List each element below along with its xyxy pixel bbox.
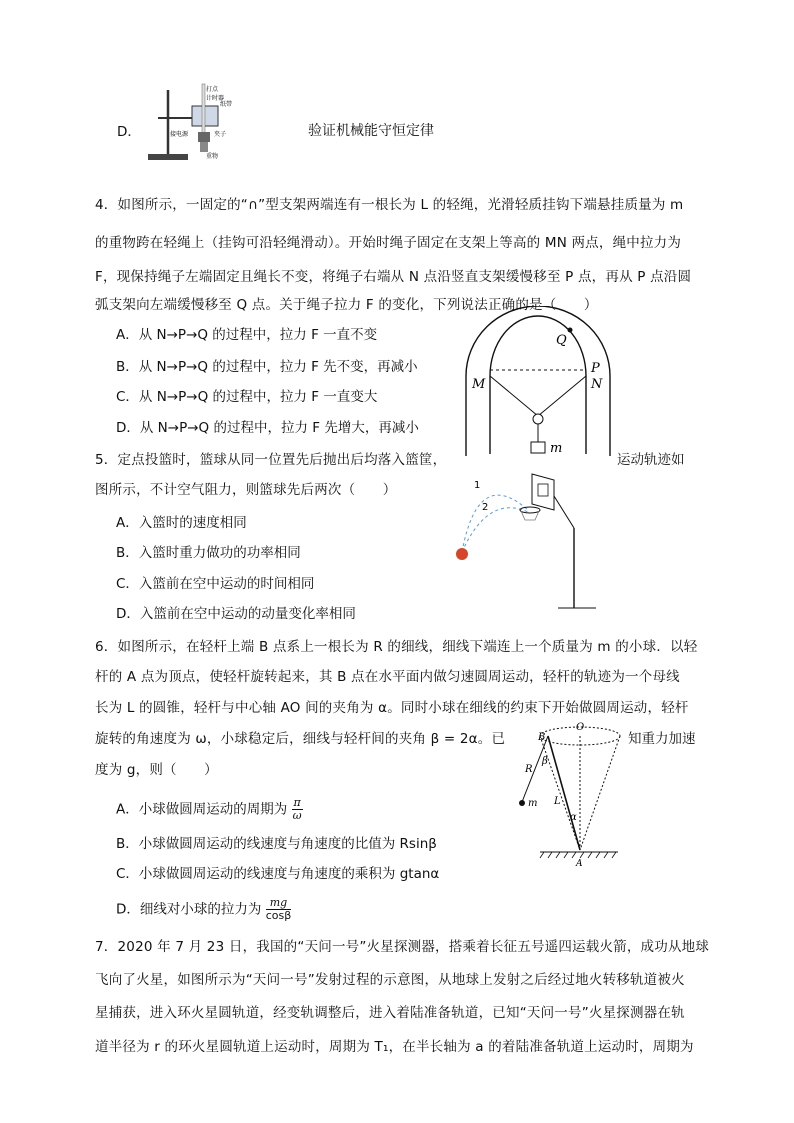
point-q <box>568 328 573 333</box>
label-q: Q <box>556 333 567 348</box>
q4-text-line: 4．如图所示，一固定的“∩”型支架两端连有一根长为 L 的轻绳，光滑轻质挂钩下端悬挂质量为 m <box>95 197 684 213</box>
label-alpha: α <box>570 812 577 823</box>
ball <box>519 800 525 806</box>
q4-option-d: D．从 N→P→Q 的过程中，拉力 F 先增大，再减小 <box>116 420 419 436</box>
label-r: R <box>525 764 533 775</box>
q6-text-line: 旋转的角速度为 ω，小球稳定后，细线与轻杆间的夹角 β = 2α。已 <box>95 731 506 747</box>
label-m: m <box>528 798 538 809</box>
q5-text-line: 5．定点投篮时，篮球从同一位置先后抛出后均落入篮筐， <box>95 452 447 468</box>
q3-option-d-label: D． <box>117 124 141 140</box>
fig-label: 接电源 <box>170 131 189 138</box>
label-m: M <box>472 377 486 392</box>
q4-text-line: F，现保持绳子左端固定且绳长不变，将绳子右端从 N 点沿竖直支架缓慢移至 P 点，再从 P 点沿圆 <box>95 269 692 285</box>
q7-text-line: 飞向了火星，如图所示为“天问一号”发射过程的示意图，从地球上发射之后经过地火转移轨道被火 <box>95 972 685 988</box>
fig-label: 夹子 <box>214 131 227 138</box>
rope-left <box>490 376 538 416</box>
q7-text-line: 道半径为 r 的环火星圆轨道上运动时，周期为 T₁，在半长轴为 a 的着陆准备轨道上运动时，周期为 <box>95 1039 694 1055</box>
q6-text-line: 长为 L 的圆锥，轻杆与中心轴 AO 间的夹角为 α。同时小球在细线的约束下开始做圆周运动，轻杆 <box>95 700 689 716</box>
label-beta: β <box>542 756 548 767</box>
support-arm <box>554 496 574 528</box>
q6-option-b: B．小球做圆周运动的线速度与角速度的比值为 Rsinβ <box>116 836 437 852</box>
q6-option-d: D．细线对小球的拉力为 $\frac{mg}{\cos\beta}$ <box>116 896 292 922</box>
q6-text-line: 度为 g，则（ ） <box>95 762 218 778</box>
rod <box>548 736 580 850</box>
label-o: O <box>576 722 585 733</box>
paper-tape <box>202 84 205 134</box>
label-path-1: 1 <box>474 480 481 491</box>
fraction: $\frac{mg}{\cos\beta}$ <box>265 896 292 922</box>
label-p: P <box>591 361 600 376</box>
trajectory-1 <box>462 495 528 552</box>
q7-text-line: 7．2020 年 7 月 23 日，我国的“天问一号”火星探测器，搭乘着长征五号遥四运载火箭，成功从地球 <box>95 939 710 955</box>
q4-option-a: A．从 N→P→Q 的过程中，拉力 F 一直不变 <box>116 327 378 343</box>
q5-basketball-figure <box>448 466 618 616</box>
fraction: $\frac{\pi}{\omega}$ <box>292 796 302 822</box>
fig-label: 重物 <box>206 153 219 160</box>
label-n: N <box>591 377 603 392</box>
q6-option-c: C．小球做圆周运动的线速度与角速度的乘积为 gtanα <box>116 866 440 882</box>
cone-left-edge <box>540 736 580 850</box>
cone-right-edge <box>580 736 620 850</box>
weight <box>200 142 208 152</box>
q6-text-line: 知重力加速 <box>628 731 696 747</box>
fig-label: 计时器 <box>206 95 225 102</box>
q5-text-line: 图所示，不计空气阻力，则篮球先后两次（ ） <box>95 482 397 498</box>
q4-bracket-figure <box>462 306 614 458</box>
label-path-2: 2 <box>482 502 489 513</box>
label-l: L <box>554 796 561 807</box>
fig-label: 纸带 <box>220 101 233 108</box>
fig-label: 打点 <box>206 86 219 93</box>
q5-option-d: D．入篮前在空中运动的动量变化率相同 <box>116 606 356 622</box>
q4-option-c: C．从 N→P→Q 的过程中，拉力 F 一直变大 <box>116 389 378 405</box>
hook-pulley <box>533 414 543 424</box>
q4-text-line: 的重物跨在轻绳上（挂钩可沿轻绳滑动）。开始时绳子固定在支架上等高的 MN 两点，绳中拉力为 <box>95 235 682 251</box>
q4-text-line: 弧支架向左端缓慢移至 Q 点。关于绳子拉力 F 的变化，下列说法正确的是（ ） <box>95 297 598 313</box>
q6-cone-figure <box>508 722 626 870</box>
label-b: B <box>538 732 546 743</box>
q4-option-b: B．从 N→P→Q 的过程中，拉力 F 先不变，再减小 <box>116 359 418 375</box>
basketball <box>456 548 468 560</box>
clip <box>198 132 210 142</box>
backboard <box>532 474 554 510</box>
label-a: A <box>576 859 583 869</box>
q5-option-a: A．入篮时的速度相同 <box>116 515 247 531</box>
mass-block <box>531 442 545 453</box>
trajectory-2 <box>462 508 528 552</box>
hoop <box>520 507 540 513</box>
label-mass: m <box>550 441 563 456</box>
q6-text-line: 6．如图所示，在轻杆上端 B 点系上一根长为 R 的细线，细线下端连上一个质量为 m 的小球．以轻 <box>95 639 698 655</box>
ground-hatch <box>540 852 616 858</box>
q5-option-c: C．入篮前在空中运动的时间相同 <box>116 576 315 592</box>
q7-text-line: 星捕获，进入环火星圆轨道，经变轨调整后，进入着陆准备轨道，已知“天问一号”火星探测器在轨 <box>95 1005 685 1021</box>
q5-option-b: B．入篮时重力做功的功率相同 <box>116 545 301 561</box>
stand-base <box>148 154 188 160</box>
rope-right <box>538 376 586 416</box>
q3-option-d-text: 验证机械能守恒定律 <box>308 123 434 139</box>
q6-option-a: A．小球做圆周运动的周期为 $\frac{\pi}{\omega}$ <box>116 796 302 822</box>
q5-text-line: 运动轨迹如 <box>617 452 685 468</box>
q6-text-line: 杆的 A 点为顶点，使轻杆旋转起来，其 B 点在水平面内做匀速圆周运动，轻杆的轨迹为一个母线 <box>95 669 680 685</box>
q3-apparatus-figure <box>140 78 250 164</box>
